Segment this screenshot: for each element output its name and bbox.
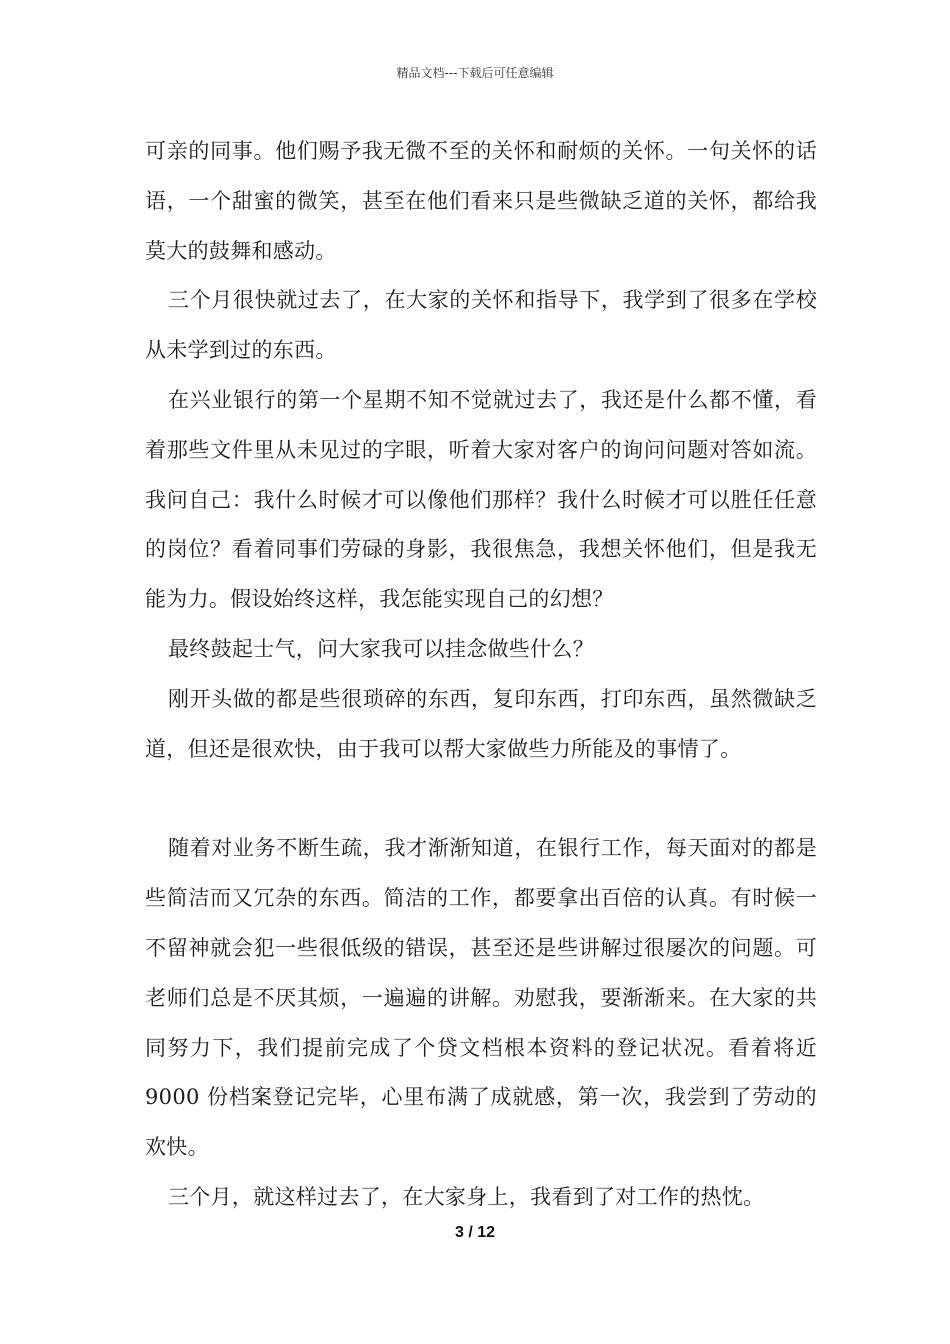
paragraph-1: 可亲的同事。他们赐予我无微不至的关怀和耐烦的关怀。一句关怀的话语，一个甜蜜的微笑，甚至在他们看来只是些微缺乏道的关怀，都给我莫大的鼓舞和感动。 — [145, 139, 817, 263]
paragraph-7: 三个月，就这样过去了，在大家身上，我看到了对工作的热忱。 — [168, 1184, 765, 1209]
paragraph-4: 最终鼓起士气，问大家我可以挂念做些什么？ — [168, 636, 594, 661]
paragraph-3: 在兴业银行的第一个星期不知不觉就过去了，我还是什么都不懂，看着那些文件里从未见过的字眼，听着大家对客户的询问问题对答如流。我问自己：我什么时候才可以像他们那样？我什么时候才可以胜任任意的岗位？看着同事们劳碌的身影，我很焦急，我想关怀他们，但是我无能为力。假设始终这样，我怎能实现自己的幻想？ — [145, 387, 817, 612]
page-number: 3 / 12 — [454, 1224, 496, 1241]
page-header: 精品文档---下载后可任意编辑 — [396, 66, 554, 80]
paragraph-gap — [145, 774, 817, 824]
paragraph-5: 刚开头做的都是些很琐碎的东西，复印东西，打印东西，虽然微缺乏道，但还是很欢快，由于我可以帮大家做些力所能及的事情了。 — [145, 686, 817, 761]
document-body — [145, 127, 817, 1223]
paragraph-6: 随着对业务不断生疏，我才渐渐知道，在银行工作，每天面对的都是些简洁而又冗杂的东西。简洁的工作，都要拿出百倍的认真。有时候一不留神就会犯一些很低级的错误，甚至还是些讲解过很屡次的问题。可老师们总是不厌其烦，一遍遍的讲解。劝慰我，要渐渐来。在大家的共同努力下，我们提前完成了个贷文档根本资料的登记状况。看着将近 9000 份档案登记完毕，心里布满了成就感，第一次，我尝到了劳动的欢快。 — [145, 836, 817, 1160]
paragraph-2: 三个月很快就过去了，在大家的关怀和指导下，我学到了很多在学校从未学到过的东西。 — [145, 288, 817, 363]
